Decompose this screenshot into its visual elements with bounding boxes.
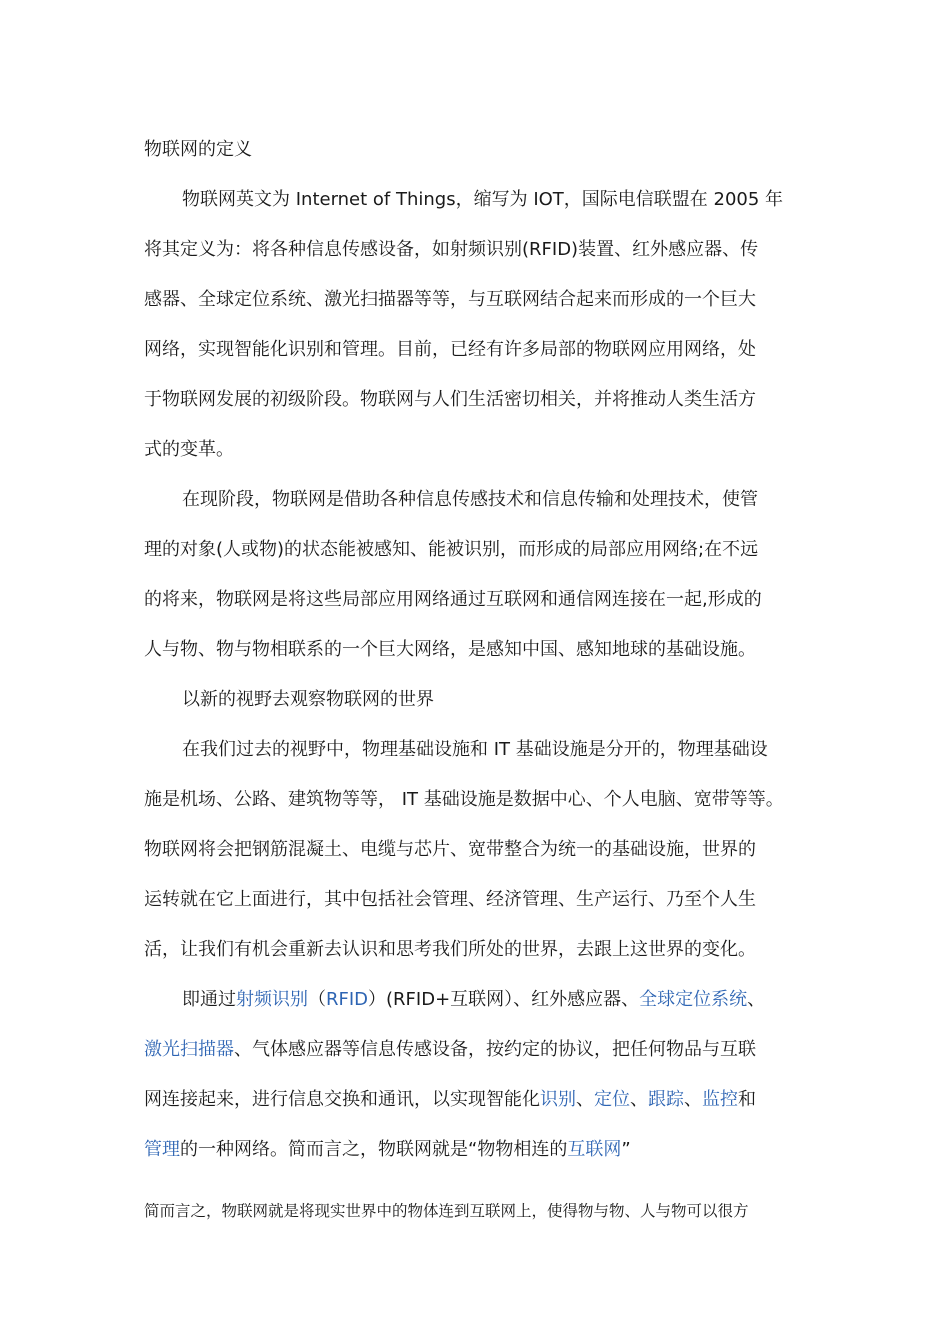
paragraph-new-vision: [144, 725, 816, 975]
paragraph-linked-terms: [144, 975, 816, 1175]
text-segment: 、: [576, 1089, 594, 1110]
text-segment: ”: [621, 1139, 631, 1160]
link-monitoring[interactable]: 监控: [702, 1089, 738, 1110]
link-tracking[interactable]: 跟踪: [648, 1089, 684, 1110]
text-line: 在我们过去的视野中，物理基础设施和 IT 基础设施是分开的，物理基础设: [182, 739, 768, 760]
text-line: [144, 975, 816, 1025]
text-line: 于物联网发展的初级阶段。物联网与人们生活密切相关，并将推动人类生活方: [144, 389, 756, 410]
text-segment: 和: [738, 1089, 756, 1110]
text-segment: 、气体感应器等信息传感设备，按约定的协议，把任何物品与互联: [234, 1039, 756, 1060]
text-line: 式的变革。: [144, 439, 234, 460]
text-line: [144, 1125, 816, 1175]
link-rfid-term[interactable]: 射频识别: [236, 989, 308, 1010]
text-segment: 、: [684, 1089, 702, 1110]
link-gps[interactable]: 全球定位系统: [639, 989, 748, 1010]
text-line: [144, 1025, 816, 1075]
text-line: 运转就在它上面进行，其中包括社会管理、经济管理、生产运行、乃至个人生: [144, 889, 756, 910]
link-identification[interactable]: 识别: [540, 1089, 576, 1110]
text-line: 的将来，物联网是将这些局部应用网络通过互联网和通信网连接在一起,形成的: [144, 589, 762, 610]
paragraph-current-stage: [144, 475, 816, 675]
text-line: 人与物、物与物相联系的一个巨大网络，是感知中国、感知地球的基础设施。: [144, 639, 756, 660]
text-line: 物联网英文为 Internet of Things，缩写为 IOT，国际电信联盟在 2005 年: [182, 189, 784, 210]
link-rfid[interactable]: RFID: [326, 989, 369, 1010]
text-line: 理的对象(人或物)的状态能被感知、能被识别，而形成的局部应用网络;在不远: [144, 539, 759, 560]
text-segment: 的一种网络。简而言之，物联网就是“物物相连的: [180, 1139, 568, 1160]
text-line: 施是机场、公路、建筑物等等， IT 基础设施是数据中心、个人电脑、宽带等等。: [144, 789, 784, 810]
text-line: 活，让我们有机会重新去认识和思考我们所处的世界，去跟上这世界的变化。: [144, 939, 756, 960]
link-laser-scanner[interactable]: 激光扫描器: [144, 1039, 234, 1060]
text-segment: 、: [630, 1089, 648, 1110]
paragraph-definition: [144, 175, 816, 475]
link-positioning[interactable]: 定位: [594, 1089, 630, 1110]
text-line: [144, 1075, 816, 1125]
text-line: 在现阶段，物联网是借助各种信息传感技术和信息传输和处理技术，使管: [182, 489, 758, 510]
text-segment: 网连接起来，进行信息交换和通讯，以实现智能化: [144, 1089, 540, 1110]
text-segment: ）(RFID+互联网）、红外感应器、: [368, 989, 640, 1010]
paragraph-summary: 简而言之，物联网就是将现实世界中的物体连到互联网上，使得物与物、人与物可以很方: [144, 1202, 749, 1220]
document-body: [144, 125, 816, 1225]
document-title: 物联网的定义: [144, 139, 252, 160]
text-line: 感器、全球定位系统、激光扫描器等等，与互联网结合起来而形成的一个巨大: [144, 289, 756, 310]
text-line: 将其定义为：将各种信息传感设备，如射频识别(RFID)装置、红外感应器、传: [144, 239, 759, 260]
text-line: 网络，实现智能化识别和管理。目前，已经有许多局部的物联网应用网络，处: [144, 339, 756, 360]
link-internet[interactable]: 互联网: [567, 1139, 622, 1160]
text-segment: （: [308, 989, 326, 1010]
text-segment: 即通过: [182, 989, 236, 1010]
link-management[interactable]: 管理: [144, 1139, 180, 1160]
text-line: 物联网将会把钢筋混凝土、电缆与芯片、宽带整合为统一的基础设施，世界的: [144, 839, 756, 860]
text-segment: 、: [747, 989, 766, 1010]
subtitle-text: 以新的视野去观察物联网的世界: [182, 689, 434, 710]
section-subtitle: [144, 675, 816, 725]
